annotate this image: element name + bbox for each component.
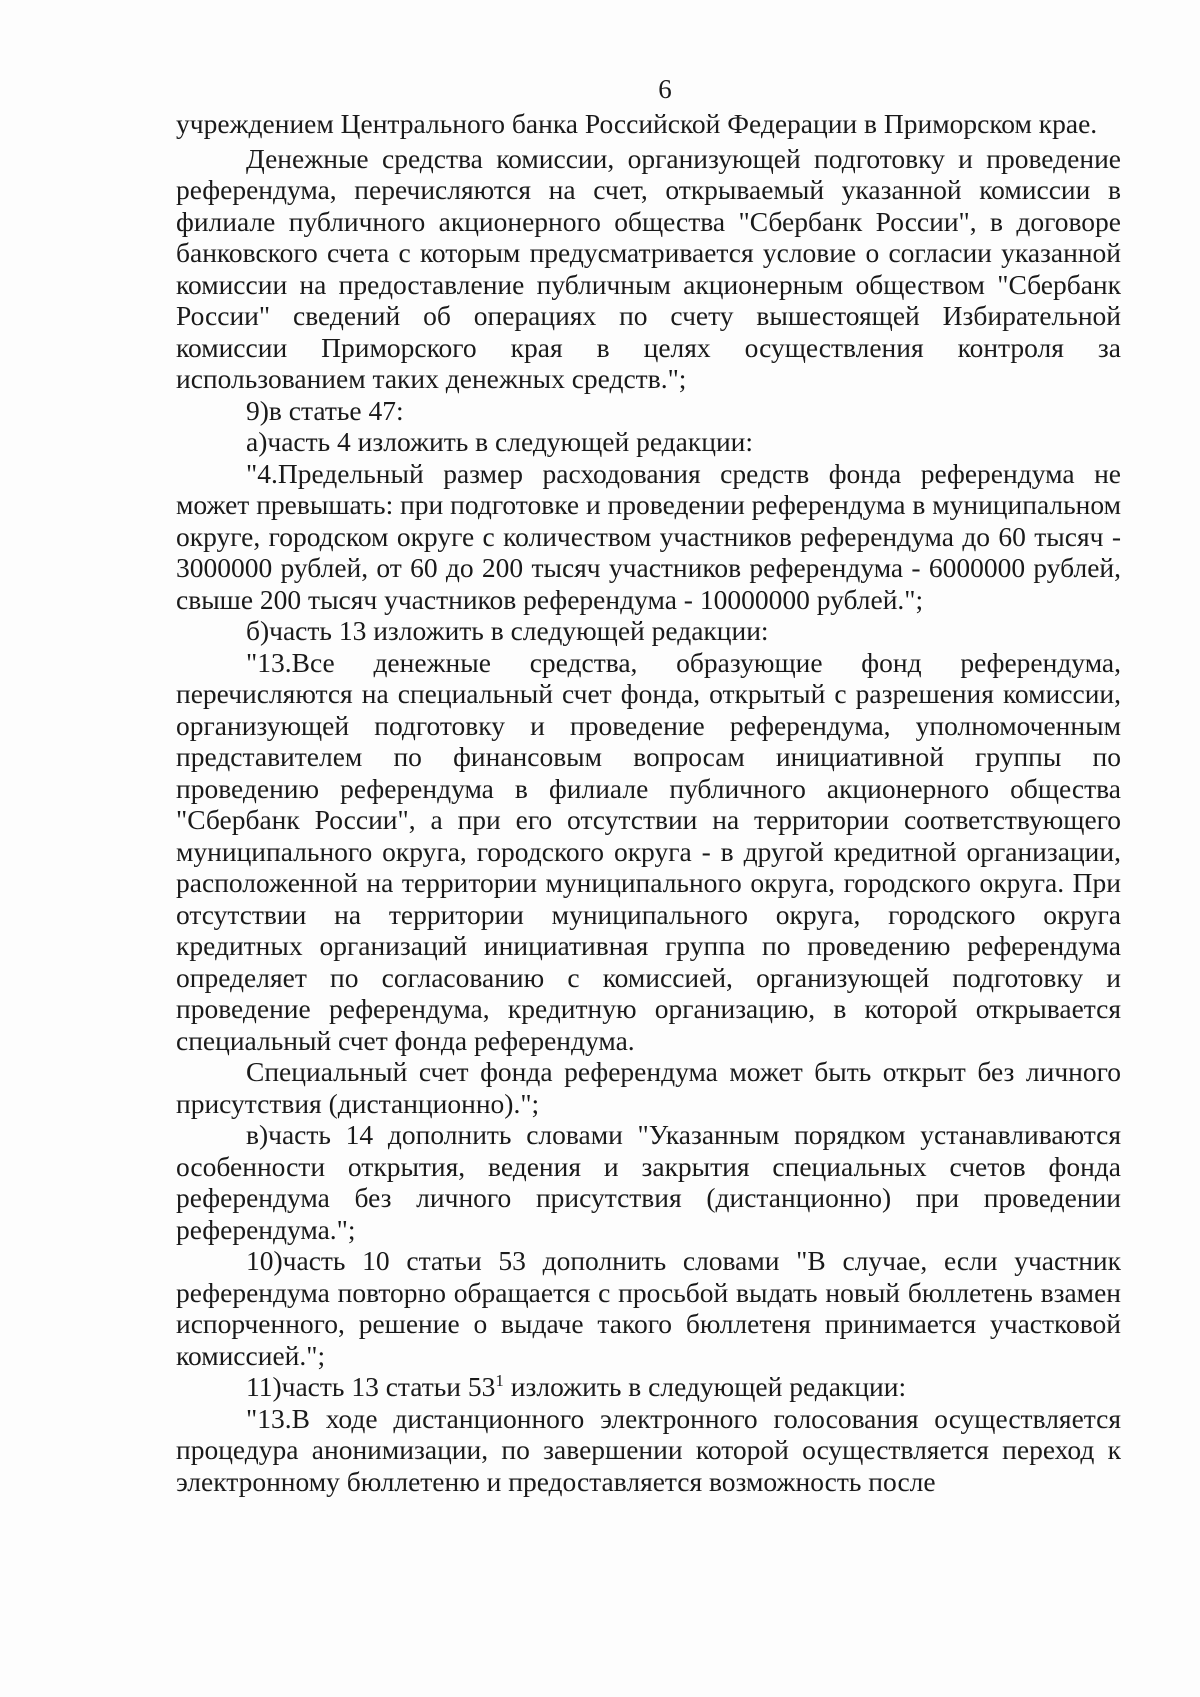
paragraph-text: 11)часть 13 статьи 53 bbox=[246, 1371, 496, 1402]
superscript: 1 bbox=[495, 1370, 504, 1390]
paragraph-text: изложить в следующей редакции: bbox=[503, 1371, 907, 1402]
paragraph: а)часть 4 изложить в следующей редакции: bbox=[246, 426, 754, 457]
paragraph: "4.Предельный размер расходования средств фонда референдума не может превышать: при подготовке и проведении референдума в муниципальном округе, городском округе с количеством участников референдума до 60 тысяч - 3000000 рублей, от 60 до 200 тысяч участников референдума - 6000000 рублей, свыше 200 тысяч участников референдума - 10000000 рублей."; bbox=[176, 457, 1121, 615]
paragraph bbox=[176, 1371, 1121, 1403]
paragraph: 10)часть 10 статьи 53 дополнить словами "В случае, если участник референдума повторно обращается с просьбой выдать новый бюллетень взамен испорченного, решение о выдаче такого бюллетеня принимается участковой комиссией."; bbox=[176, 1245, 1121, 1371]
page-number: 6 bbox=[658, 74, 672, 104]
paragraph: Денежные средства комиссии, организующей подготовку и проведение референдума, перечисляются на счет, открываемый указанной комиссии в филиале публичного акционерного общества "Сбербанк России", в договоре банковского счета с которым предусматривается условие о согласии указанной комиссии на предоставление публичным акционерным обществом "Сбербанк России" сведений об операциях по счету вышестоящей Избирательной комиссии Приморского края в целях осуществления контроля за использованием таких денежных средств."; bbox=[176, 142, 1121, 394]
paragraph: в)часть 14 дополнить словами "Указанным порядком устанавливаются особенности открытия, ведения и закрытия специальных счетов фонда референдума без личного присутствия (дистанционно) при проведении референдума."; bbox=[176, 1119, 1121, 1245]
paragraph: "13.Все денежные средства, образующие фонд референдума, перечисляются на специальный счет фонда, открытый с разрешения комиссии, организующей подготовку и проведение референдума, уполномоченным представителем по финансовым вопросам инициативной группы по проведению референдума в филиале публичного акционерного общества "Сбербанк России", а при его отсутствии на территории соответствующего муниципального округа, городского округа - в другой кредитной организации, расположенной на территории муниципального округа, городского округа. При отсутствии на территории муниципального округа, городского округа кредитных организаций инициативная группа по проведению референдума определяет по согласованию с комиссией, организующей подготовку и проведение референдума, кредитную организацию, в которой открывается специальный счет фонда референдума. bbox=[176, 646, 1121, 1056]
document-body bbox=[176, 108, 1121, 1497]
paragraph: 9)в статье 47: bbox=[246, 394, 404, 426]
paragraph: "13.В ходе дистанционного электронного голосования осуществляется процедура анонимизации, по завершении которой осуществляется переход к электронному бюллетеню и предоставляется возможность после bbox=[176, 1402, 1121, 1497]
paragraph: б)часть 13 изложить в следующей редакции: bbox=[246, 615, 769, 646]
paragraph: учреждением Центрального банка Российской Федерации в Приморском крае. bbox=[176, 108, 1098, 139]
paragraph: Специальный счет фонда референдума может быть открыт без личного присутствия (дистанционно)."; bbox=[176, 1056, 1121, 1119]
